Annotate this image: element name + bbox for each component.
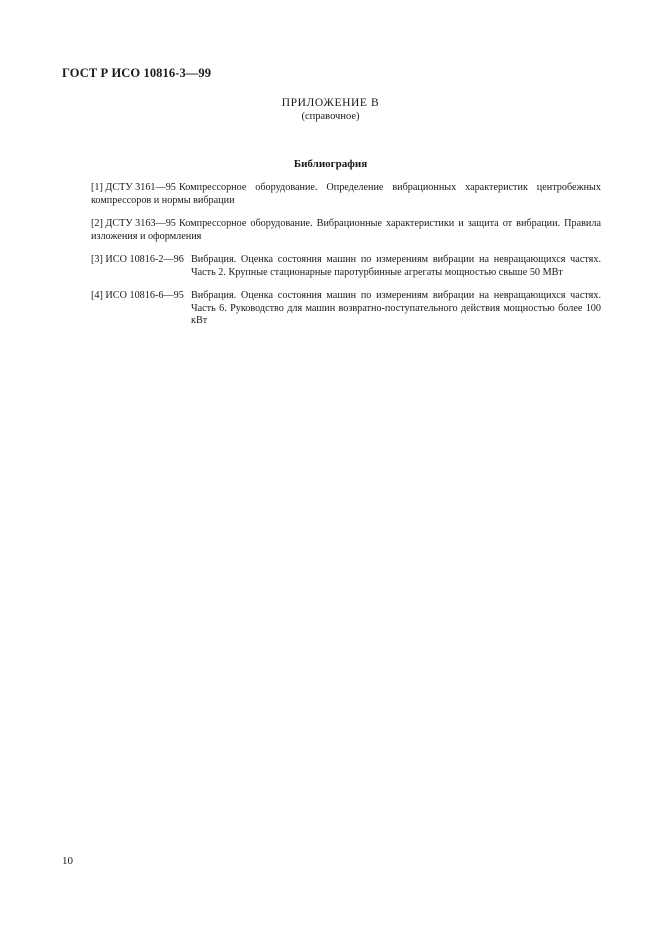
reference-code: [1] ДСТУ 3161—95: [91, 182, 176, 193]
reference-text: Компрессорное оборудование. Определение вибрационных характеристик центробежных компрессоров и нормы вибрации: [91, 182, 601, 206]
reference-code: [4] ИСО 10816-6—95: [91, 289, 184, 301]
bibliography-title: Библиография: [293, 158, 368, 170]
bibliography-item: [91, 182, 601, 207]
reference-code: [3] ИСО 10816-2—96: [91, 253, 184, 265]
page-number: 10: [62, 855, 73, 867]
reference-text: Вибрация. Оценка состояния машин по измерениям вибрации на невращающихся частях. Часть 2. Крупные стационарные паротурбинные агрегаты мощностью свыше 50 МВт: [191, 253, 601, 278]
appendix-heading: [0, 96, 661, 123]
appendix-subtitle: (справочное): [301, 111, 360, 122]
bibliography-item: [91, 290, 601, 328]
bibliography-item: [91, 218, 601, 243]
reference-code: [2] ДСТУ 3163—95: [91, 217, 176, 229]
appendix-title: ПРИЛОЖЕНИЕ В: [281, 97, 380, 109]
reference-text: Компрессорное оборудование. Вибрационные характеристики и защита от вибрации. Правила изложения и оформления: [91, 217, 601, 242]
bibliography-item: [91, 254, 601, 279]
reference-text: Вибрация. Оценка состояния машин по измерениям вибрации на невращающихся частях. Часть 6. Руководство для машин возвратно-поступательного действия мощностью более 100 кВт: [191, 289, 601, 327]
document-code: ГОСТ Р ИСО 10816-3—99: [62, 66, 212, 80]
bibliography-list: [91, 182, 601, 339]
